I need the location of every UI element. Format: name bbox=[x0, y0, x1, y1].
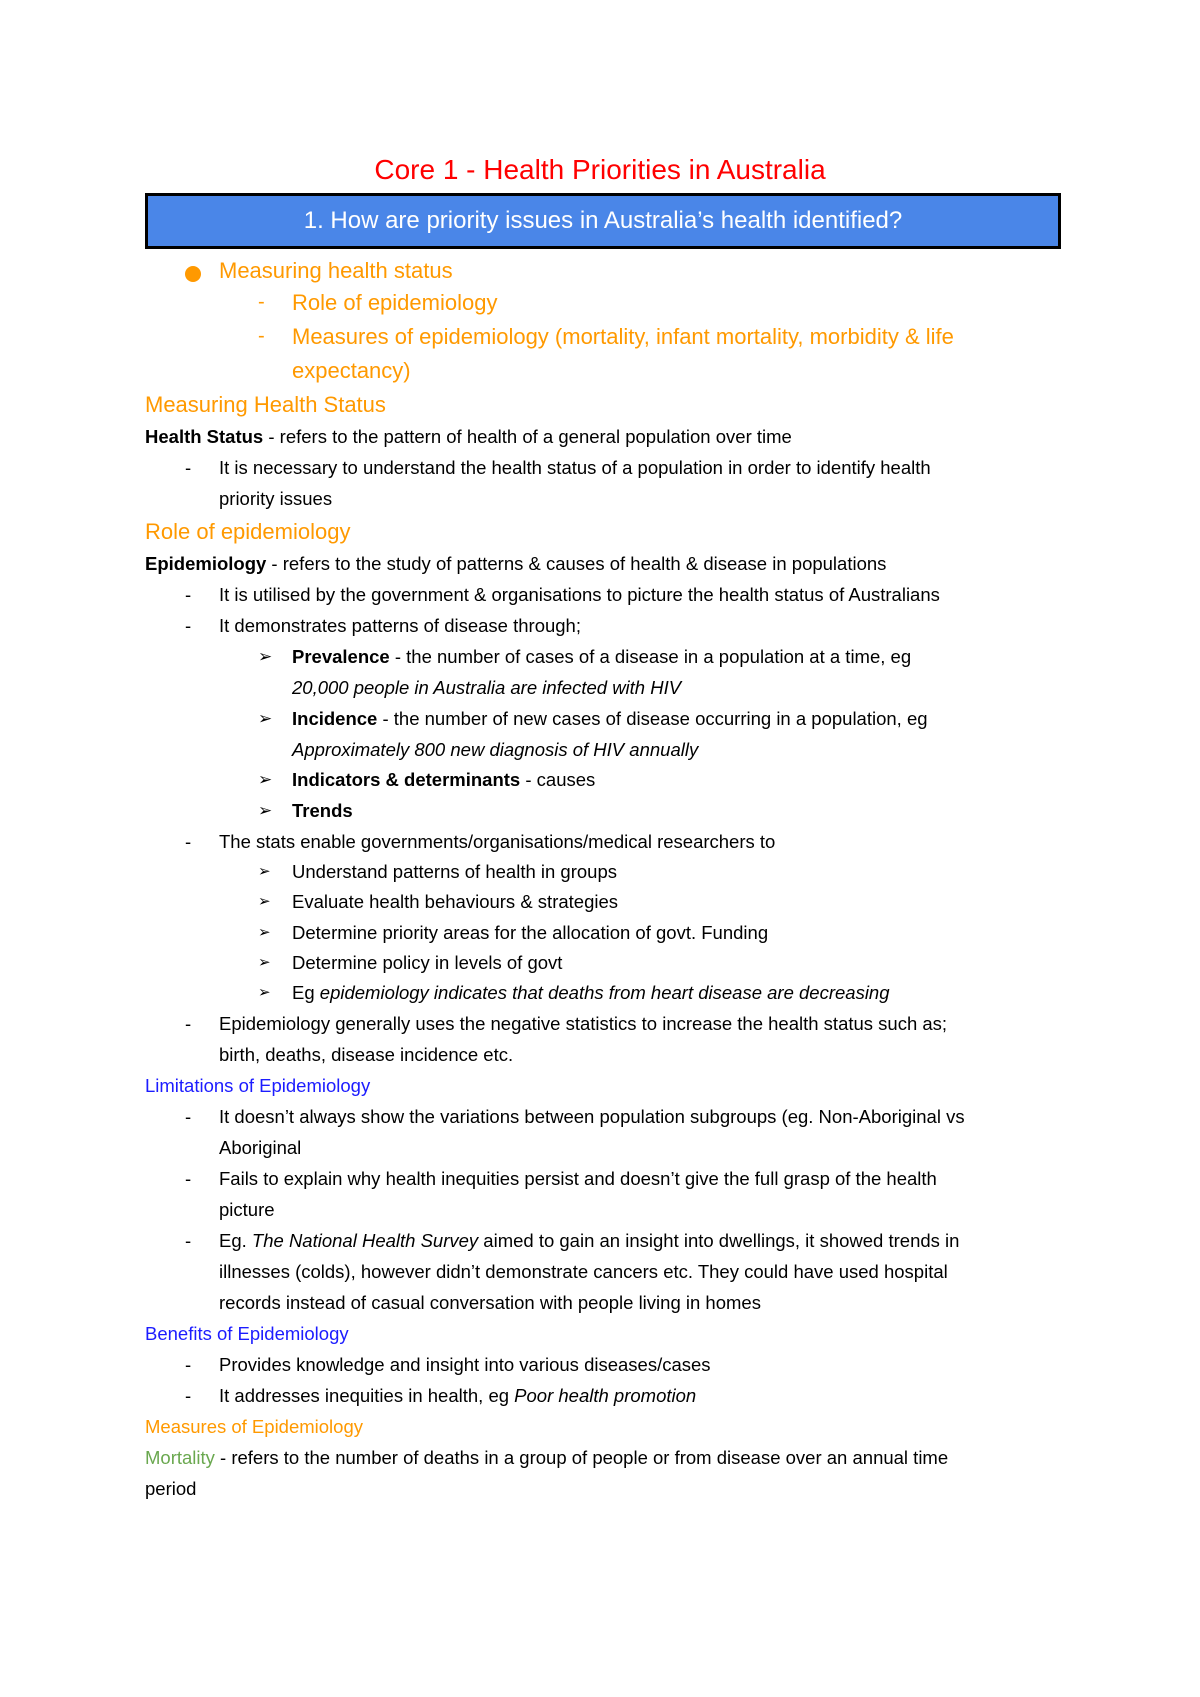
definition-line bbox=[145, 425, 792, 449]
definition: - refers to the number of deaths in a group of people or from disease over an annual time bbox=[214, 1447, 949, 1468]
arrow-bullet-icon: ➢ bbox=[258, 954, 271, 971]
dash-icon: - bbox=[185, 1168, 192, 1189]
arrow-bullet-icon: ➢ bbox=[258, 801, 273, 820]
prefix: Eg. bbox=[219, 1230, 252, 1251]
outline-subitem: Role of epidemiology bbox=[292, 290, 498, 315]
bullet-text: Epidemiology generally uses the negative statistics to increase the health status such as; bbox=[219, 1013, 948, 1034]
bullet-text-cont: Aboriginal bbox=[219, 1137, 302, 1158]
sub-bullet-text bbox=[292, 768, 595, 792]
sub-bullet-text: Determine policy in levels of govt bbox=[292, 952, 563, 973]
definition: - refers to the study of patterns & causes of health & disease in populations bbox=[266, 553, 887, 574]
dash-icon: - bbox=[258, 291, 265, 313]
prefix: It addresses inequities in health, eg bbox=[219, 1385, 515, 1406]
bullet-text: It is necessary to understand the health status of a population in order to identify health bbox=[219, 457, 931, 478]
arrow-bullet-icon: ➢ bbox=[258, 709, 273, 728]
sub-bullet-text: Understand patterns of health in groups bbox=[292, 861, 617, 882]
bullet-text-cont: records instead of casual conversation with people living in homes bbox=[219, 1292, 761, 1313]
arrow-bullet-icon: ➢ bbox=[258, 647, 273, 666]
sub-bullet-text: Evaluate health behaviours & strategies bbox=[292, 891, 619, 912]
bullet-text-cont: priority issues bbox=[219, 488, 333, 509]
subsection-heading: Limitations of Epidemiology bbox=[145, 1075, 371, 1096]
sub-bullet-example bbox=[292, 738, 698, 762]
term: Epidemiology bbox=[145, 553, 267, 574]
sub-bullet-text bbox=[292, 981, 890, 1005]
term: Prevalence bbox=[292, 646, 390, 667]
term: Mortality bbox=[145, 1447, 215, 1468]
bullet-text bbox=[219, 1384, 696, 1408]
section-heading: Measuring Health Status bbox=[145, 392, 386, 417]
definition-line bbox=[145, 552, 886, 576]
sub-bullet-text: Determine priority areas for the allocation of govt. Funding bbox=[292, 922, 769, 943]
outline-item: Measuring health status bbox=[219, 258, 453, 283]
section-heading: Role of epidemiology bbox=[145, 519, 351, 544]
bullet-text-cont: picture bbox=[219, 1199, 275, 1220]
bullet-text: It doesn’t always show the variations between population subgroups (eg. Non-Aboriginal vs bbox=[219, 1106, 965, 1127]
bullet-text bbox=[219, 1229, 959, 1253]
bullet-text: Fails to explain why health inequities persist and doesn’t give the full grasp of the health bbox=[219, 1168, 937, 1189]
page-title: Core 1 - Health Priorities in Australia bbox=[374, 154, 826, 185]
dash-icon: - bbox=[185, 1230, 192, 1251]
bullet-text-cont: illnesses (colds), however didn’t demonstrate cancers etc. They could have used hospital bbox=[219, 1261, 948, 1282]
bullet-text: It is utilised by the government & organisations to picture the health status of Australians bbox=[219, 584, 940, 605]
subsection-heading: Benefits of Epidemiology bbox=[145, 1323, 349, 1344]
dash-icon: - bbox=[185, 584, 192, 605]
dash-icon: - bbox=[185, 457, 192, 478]
definition: - the number of cases of a disease in a population at a time, eg bbox=[389, 646, 912, 667]
term: Health Status bbox=[145, 426, 264, 447]
outline-subitem: Measures of epidemiology (mortality, infant mortality, morbidity & life bbox=[292, 324, 954, 349]
sub-bullet-example bbox=[292, 676, 681, 700]
dash-icon: - bbox=[258, 325, 265, 347]
definition: - refers to the pattern of health of a general population over time bbox=[263, 426, 792, 447]
rest: aimed to gain an insight into dwellings, it showed trends in bbox=[478, 1230, 960, 1251]
arrow-bullet-icon: ➢ bbox=[258, 770, 273, 789]
subsection-heading: Measures of Epidemiology bbox=[145, 1416, 363, 1437]
bullet-text: The stats enable governments/organisations/medical researchers to bbox=[219, 831, 776, 852]
prefix: Eg bbox=[292, 982, 320, 1003]
term: Indicators & determinants bbox=[292, 769, 521, 790]
definition: - the number of new cases of disease occurring in a population, eg bbox=[377, 708, 928, 729]
arrow-bullet-icon: ➢ bbox=[258, 863, 271, 880]
definition-line bbox=[145, 1446, 948, 1470]
bullet-text: Provides knowledge and insight into various diseases/cases bbox=[219, 1354, 711, 1375]
definition-cont: period bbox=[145, 1478, 197, 1499]
example-text: epidemiology indicates that deaths from heart disease are decreasing bbox=[319, 982, 890, 1003]
bullet-text: It demonstrates patterns of disease through; bbox=[219, 615, 581, 636]
example-text: Approximately 800 new diagnosis of HIV annually bbox=[292, 739, 699, 760]
outline-subitem-cont: expectancy) bbox=[292, 358, 411, 383]
dash-icon: - bbox=[185, 831, 192, 852]
dash-icon: - bbox=[185, 1385, 192, 1406]
dash-icon: - bbox=[185, 1106, 192, 1127]
term: Trends bbox=[292, 800, 353, 821]
term: Incidence bbox=[292, 708, 378, 729]
example-text: 20,000 people in Australia are infected with HIV bbox=[292, 677, 682, 698]
dash-icon: - bbox=[185, 1354, 192, 1375]
bullet-dot-icon bbox=[185, 266, 201, 282]
sub-bullet-text bbox=[292, 707, 928, 731]
dash-icon: - bbox=[185, 1013, 192, 1034]
example-text: Poor health promotion bbox=[514, 1385, 697, 1406]
dash-icon: - bbox=[185, 615, 192, 636]
section-banner: 1. How are priority issues in Australia’s health identified? bbox=[145, 193, 1061, 249]
arrow-bullet-icon: ➢ bbox=[258, 924, 271, 941]
arrow-bullet-icon: ➢ bbox=[258, 893, 271, 910]
survey-name: The National Health Survey bbox=[251, 1230, 479, 1251]
arrow-bullet-icon: ➢ bbox=[258, 984, 271, 1001]
bullet-text-cont: birth, deaths, disease incidence etc. bbox=[219, 1044, 514, 1065]
sub-bullet-text bbox=[292, 799, 353, 823]
definition: - causes bbox=[520, 769, 596, 790]
sub-bullet-text bbox=[292, 645, 911, 669]
